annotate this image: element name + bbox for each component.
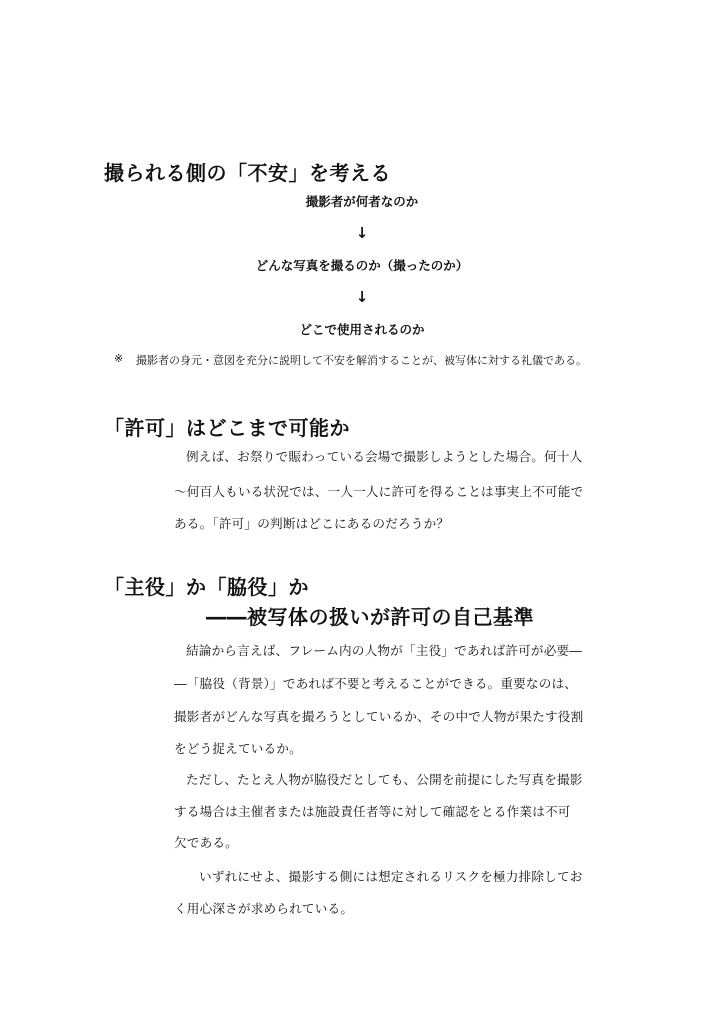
section1-heading: 撮られる側の「不安」を考える xyxy=(104,161,391,185)
paragraph-line: ある。「許可」の判断はどこにあるのだろうか？ xyxy=(174,516,450,531)
note-text: 撮影者の身元・意図を充分に説明して不安を解消することが、被写体に対する礼儀である。 xyxy=(136,354,587,367)
paragraph-line: いずれにせよ、撮影する側には想定されるリスクを極力排除してお xyxy=(199,869,583,884)
paragraph-line: をどう捉えているか。 xyxy=(174,741,302,756)
paragraph-line: 結論から言えば、フレーム内の人物が「主役」であれば許可が必要― xyxy=(186,643,583,658)
flow-step-3: どこで使用されるのか xyxy=(299,322,425,337)
section3-heading: 「主役」か「脇役」か xyxy=(104,575,309,599)
paragraph-line: 〜何百人もいる状況では、一人一人に許可を得ることは事実上不可能で xyxy=(174,484,584,499)
paragraph-line: 撮影者がどんな写真を撮ろうとしているか、その中で人物が果たす役割 xyxy=(174,709,584,724)
section2-heading: 「許可」はどこまで可能か xyxy=(104,416,350,440)
paragraph-line: ただし、たとえ人物が脇役だとしても、公開を前提にした写真を撮影 xyxy=(186,772,583,787)
flow-step-1: 撮影者が何者なのか xyxy=(305,194,419,209)
paragraph-line: する場合は主催者または施設責任者等に対して確認をとる作業は不可 xyxy=(174,804,571,819)
paragraph-line: く用心深さが求められている。 xyxy=(174,901,354,916)
down-arrow-icon: ↓ xyxy=(355,224,369,242)
note-mark: ※ xyxy=(114,352,124,365)
paragraph-line: 例えば、お祭りで賑わっている会場で撮影しようとした場合。何十人 xyxy=(186,449,583,464)
section3-subheading: ――被写体の扱いが許可の自己基準 xyxy=(206,605,534,629)
down-arrow-icon: ↓ xyxy=(355,288,369,306)
paragraph-line: ―「脇役（背景）」であれば不要と考えることができる。重要なのは、 xyxy=(174,676,578,691)
paragraph-line: 欠である。 xyxy=(174,835,238,850)
flow-step-2: どんな写真を撮るのか（撮ったのか） xyxy=(255,258,469,273)
